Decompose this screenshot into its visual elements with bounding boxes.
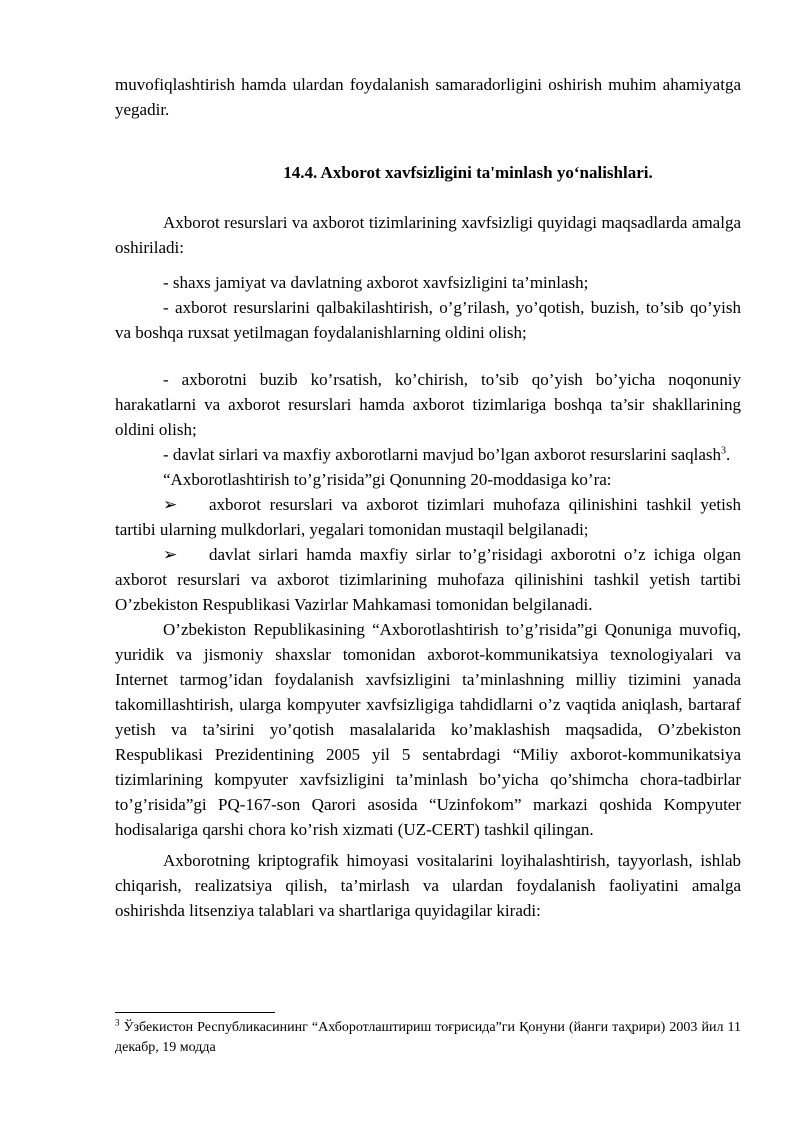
footnote (115, 1018, 741, 1058)
dash-item-4-end: . (726, 445, 731, 464)
dash-item-1: - shaxs jamiyat va davlatning axborot xavfsizligini ta’minlash; (163, 273, 589, 292)
dash-item-3: - axborotni buzib ko’rsatish, ko’chirish, to’sib qo’yish bo’yicha noqonuniy harakatlarni va axborot resurslari hamda axborot tizimlariga boshqa ta’sir shakllarining oldini olish; (115, 370, 741, 439)
dash-item-4-text: - davlat sirlari va maxfiy axborotlarni mavjud bo’lgan axborot resurslarini saqlash (163, 445, 722, 464)
footnote-text: Ўзбекистон Республикасининг “Ахборотлаштириш тоғрисида”ги Қонуни (йанги таҳрири) 2003 йил 11 декабр, 19 модда (115, 1020, 741, 1055)
intro-paragraph: muvofiqlashtirish hamda ulardan foydalanish samaradorligini oshirish muhim ahamiyatga yegadir. (115, 75, 741, 119)
arrow-item-1-text: axborot resurslari va axborot tizimlari muhofaza qilinishini tashkil yetish tartibi ularning mulkdorlari, yegalari tomonidan mustaqil belgilanadi; (115, 495, 741, 539)
dash-item-2: - axborot resurslarini qalbakilashtirish, o’g’rilash, yo’qotish, buzish, to’sib qo’yish va boshqa ruxsat yetilmagan foydalanishlarning oldini olish; (115, 298, 741, 342)
section-heading: 14.4. Axborot xavfsizligini ta'minlash yo‘nalishlari. (283, 163, 653, 182)
dash-item-4 (115, 442, 741, 467)
arrow-bullet-icon: ➢ (163, 495, 178, 514)
document-body (115, 72, 741, 923)
uzcert-paragraph: O’zbekiston Republikasining “Axborotlashtirish to’g’risida”gi Qonuniga muvofiq, yuridik va jismoniy shaxslar tomonidan axborot-kommunikatsiya texnologiyalari va Internet tarmog’idan foydalanish xavfsizligini ta’minlashning milliy tizimini yanada takomillashtirish, ularga kompyuter xavfsizligiga tahdidlarni o’z vaqtida aniqlash, bartaraf yetish va ta’sirini yo’qotish masalalarida ko’maklashish maqsadida, O’zbekiston Respublikasi Prezidentining 2005 yil 5 sentabrdagi “Miliy axborot-kommunikatsiya tizimlarining kompyuter xavfsizligini ta’minlash bo’yicha qo’shimcha chora-tadbirlar to’g’risida”gi PQ-167-son Qarori asosida “Uzinfokom” markazi qoshida Kompyuter hodisalariga qarshi chora ko’rish xizmati (UZ-CERT) tashkil qilingan. (115, 620, 741, 839)
footnote-ref: 3 (721, 445, 727, 457)
goals-paragraph: Axborot resurslari va axborot tizimlarining xavfsizligi quyidagi maqsadlarda amalga oshiriladi: (115, 213, 741, 257)
arrow-item-1 (115, 492, 741, 542)
arrow-item-2-text: davlat sirlari hamda maxfiy sirlar to’g’risidagi axborotni o’z ichiga olgan axborot resurslari va axborot tizimlarining muhofaza qilinishini tashkil yetish tartibi O’zbekiston Respublikasi Vazirlar Mahkamasi tomonidan belgilanadi. (115, 545, 741, 614)
footnote-divider (115, 1012, 275, 1013)
footnote-marker: 3 (115, 1017, 120, 1028)
arrow-item-2 (115, 542, 741, 617)
arrow-bullet-icon: ➢ (163, 545, 178, 564)
license-paragraph: Axborotning kriptografik himoyasi vositalarini loyihalashtirish, tayyorlash, ishlab chiqarish, realizatsiya qilish, ta’mirlash va ulardan foydalanish faoliyatini amalga oshirishda litsenziya talablari va shartlariga quyidagilar kiradi: (115, 851, 741, 920)
law-intro-paragraph: “Axborotlashtirish to’g’risida”gi Qonunning 20-moddasiga ko’ra: (163, 470, 612, 489)
